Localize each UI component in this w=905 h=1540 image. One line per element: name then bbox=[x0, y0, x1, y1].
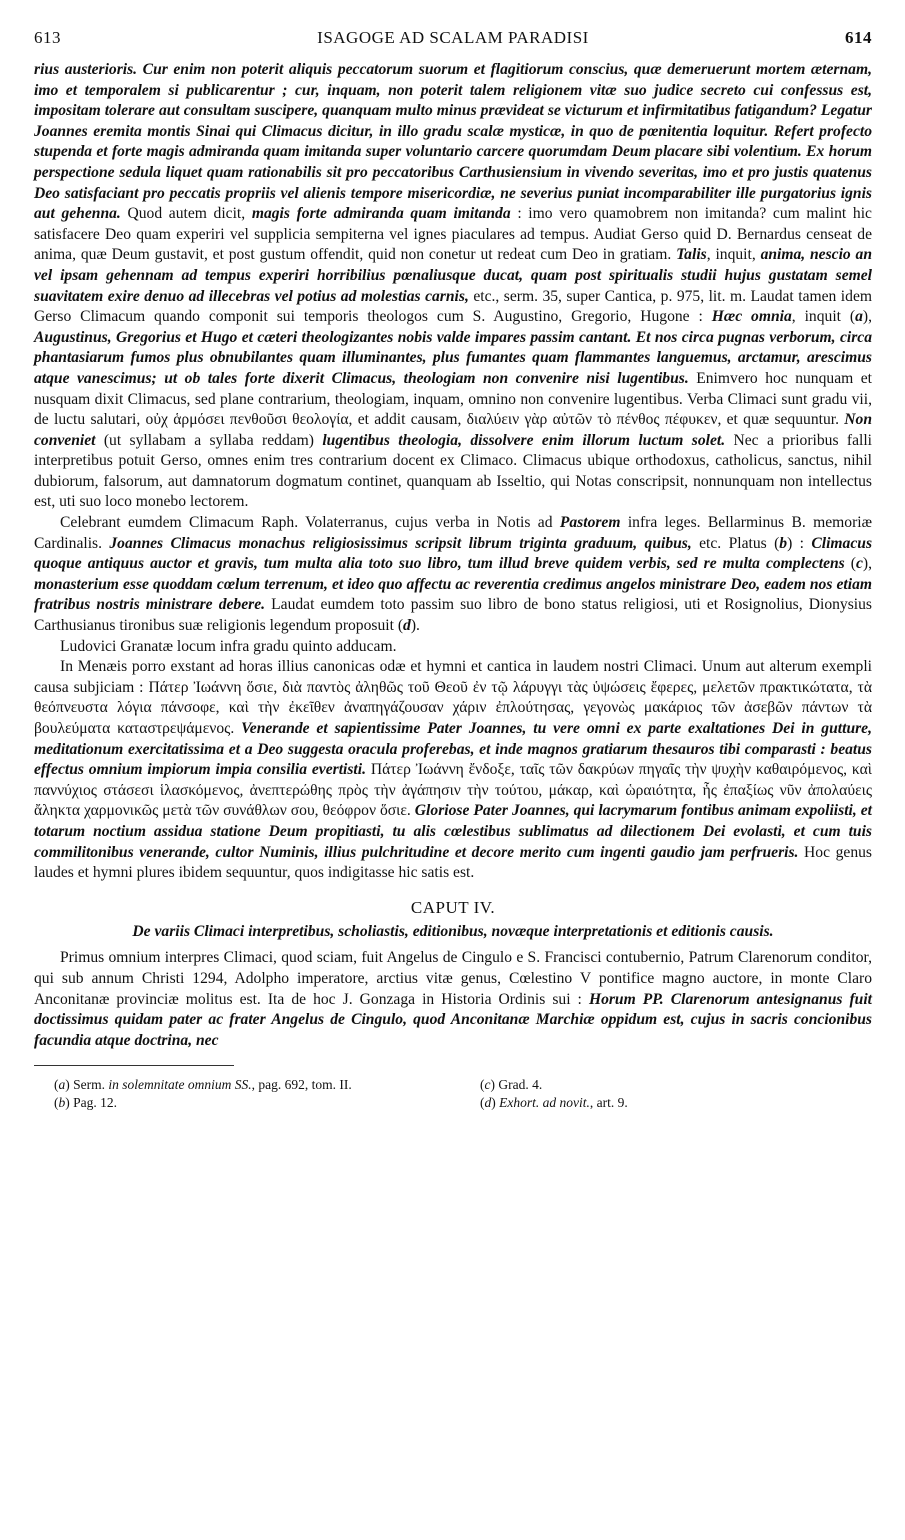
page-number-right: 614 bbox=[845, 28, 872, 47]
paragraph: Ludovici Granatæ locum infra gradu quinto adducam. bbox=[60, 637, 397, 655]
running-header bbox=[34, 28, 872, 56]
footnote: (c) Grad. 4. bbox=[480, 1077, 543, 1093]
footnotes-left bbox=[54, 1076, 454, 1112]
page-number-left: 613 bbox=[34, 28, 61, 47]
paragraph: rius austerioris. Cur enim non poterit aliquis peccatorum suorum et flagitiorum conscius, quæ demeruerunt mortem æternam, imo et temporalem si publicarentur ; cur, inquam, non poterit talem religionem vitæ suo judice secreto cui confessus est, impositam tolerare aut consultam suscipere, quanquam multo minus prævideat se victurum et infirmitatibus fatigandum? Legatur Joannes eremita montis Sinai qui Climacus dicitur, in illo gradu scalæ mysticæ, in quo de pœnitentia loquitur. Refert profecto stupenda et forte magis admiranda quam imitanda super voluntario carcere quorumdam Deum placare sibi volentium. Ex horum perspectione sedula liquet quam rationabilis sit pro peccatoribus Carthusiensium in vivendo severitas, imo et pro justis quatenus Deo satisfaciant pro peccatis propriis vel alienis tempore misericordiæ, ne severius puniat incomparabiliter ille purgatorius ignis aut gehenna. Quod autem dicit, magis forte admiranda quam imitanda : imo vero quamobrem non imitanda? cum malint hic satisfacere Deo quam experiri vel supplicia sempiterna vel ignes piaculares ad tempus. Audiat Gerso quid D. Bernardus censeat de anima, quæ Deum gustavit, et post gustum offendit, quid non conetur ut redeat cum Deo in gratiam. Talis, inquit, anima, nescio an vel ipsam gehennam ad tempus experiri horribilius pœnaliusque ducat, quam post spiritualis studii hujus gustatam semel suavitatem exire denuo ad illecebras vel potius ad molestias carnis, etc., serm. 35, super Cantica, p. 975, lit. m. Laudat tamen idem Gerso Climacum quando componit sui temporis theologos cum S. Augustino, Gregorio, Hugone : Hæc omnia, inquit (a), Augustinus, Gregorius et Hugo et cæteri theologizantes nobis valde impares passim cantant. Et nos circa pugnas verborum, circa phantasiarum fumos plus obnubilantes quam illuminantes, plus fumantes quam flammantes languemus, arctamur, arescimus atque vanescimus; ut ob tales forte dixerit Climacus, theologiam non convenire nisi lugentibus. Enimvero hoc nunquam et nusquam dixit Climacus, sed plane contrarium, theologiam, inquam, omnino non convenire lugentibus. Verba Climaci sunt gradu vii, de luctu salutari, οὐχ ἁρμόσει πενθοῦσι θεολογία, et addit causam, διαλύειν γὰρ αὐτῶν τὸ πένθος πέφυκεν, et quæ sequuntur. Non conveniet (ut syllabam a syllaba reddam) lugentibus theologia, dissolvere enim illorum luctum solet. Nec a prioribus falli interpretibus potuit Gerso, omnes enim tres contrarium docent ex Climaco. Climacus ubique orthodoxus, catholicus, sanctus, nihil dubiorum, falsorum, aut damnatorum dogmatum continet, quanquam ab Isseltio, qui Notas conscripsit, nonnunquam non intellectus est, uti suo loco monebo lectorem. bbox=[34, 61, 873, 511]
footnote-rule bbox=[34, 1065, 234, 1066]
footnotes-right bbox=[480, 1076, 860, 1112]
footnote: (b) Pag. 12. bbox=[54, 1095, 117, 1111]
chapter-title: CAPUT IV. bbox=[410, 897, 496, 917]
chapter-paragraph: Primus omnium interpres Climaci, quod sciam, fuit Angelus de Cingulo e S. Francisci contubernio, Patrum Clarenorum conditor, qui sub annum Christi 1294, Adolpho imperatore, arctius vitæ genus, Cœlestino V pontifice magno auctore, in monte Claro Anconitanæ provinciæ molitus est. Ita de hoc J. Gonzaga in Historia Ordinis sui : Horum PP. Clarenorum antesignanus fuit doctissimus quidam pater ac frater Angelus de Cingulo, quod Anconitanæ Marchiæ oppidum est, cujus in sacris concionibus facundia atque doctrina, nec bbox=[34, 949, 872, 1049]
paragraph: In Menæis porro exstant ad horas illius canonicas odæ et hymni et cantica in laudem nostri Climaci. Unum aut alterum exempli causa subjiciam : Πάτερ Ἰωάννη ὅσιε, διὰ παντὸς ἀληθῶς τοῦ Θεοῦ ἐν τῷ λάρυγγι τὰς ὑψώσεις ἔφερες, μελετῶν πρακτικώτατα, τὰ θεόπνευστα λόγια πάνσοφε, καὶ τὴν ἐκεῖθεν ἀναπηγάζουσαν χάριν ἐπλούτησας, γεγονὼς μακάριος τῶν ἀσεβῶν πάντων τὰ βουλεύματα καταστρεψάμενος. Venerande et sapientissime Pater Joannes, tu vere omni ex parte exaltationes Dei in gutture, meditationum exercitatissima et a Deo suggesta oracula proferebas, et inde magnos gratiarum thesauros tibi comparasti : beatus effectus omnium impiorum impia consilia evertisti. Πάτερ Ἰωάννη ἔνδοξε, ταῖς τῶν δακρύων πηγαῖς τὴν ψυχὴν καθαιρόμενος, καὶ παννύχιος στάσεσι ἱλασκόμενος, ἀνεπτερώθης πρὸς τὴν ἀγάπησιν τὴν τούτου, μάκαρ, καὶ ὡραιότητα, ἧς ἐπαξίως νῦν ἀπολαύεις ἄληκτα χαρμονικῶς μετὰ τῶν συνάθλων σου, θεόφρον ὅσιε. Gloriose Pater Joannes, qui lacrymarum fontibus animam expoliisti, et totarum noctium assidua statione Deum propitiasti, tu alis cœlestibus sublimatus ad dilectionem Dei evolasti, et cum tuis commilitonibus venerande, cultor Numinis, illius pulchritudine et decore merito cum ingenti gaudio jam perfrueris. Hoc genus laudes et hymni plures ibidem sequuntur, quos indigitasse hic satis est. bbox=[34, 658, 873, 882]
footnote: (a) Serm. in solemnitate omnium SS., pag. 692, tom. II. bbox=[54, 1077, 352, 1093]
footnote: (d) Exhort. ad novit., art. 9. bbox=[480, 1095, 628, 1111]
page bbox=[34, 28, 873, 1111]
paragraph: Celebrant eumdem Climacum Raph. Volaterranus, cujus verba in Notis ad Pastorem infra leges. Bellarminus B. memoriæ Cardinalis. Joannes Climacus monachus religiosissimus scripsit librum triginta graduum, quibus, etc. Platus (b) : Climacus quoque antiquus auctor et gravis, tum multa alia toto suo libro, tum illud breve quidem verbis, sed re multa complectens (c), monasterium esse quoddam cœlum terrenum, et ideo quo affectu ac reverentia credimus angelos ministrare Deo, eadem nos etiam fratribus nostris ministrare debere. Laudat eumdem toto passim suo libro de bono status religiosi, uti et Rosignolius, Dionysius Carthusianus tironibus suæ religionis legendum proposuit (d). bbox=[34, 514, 873, 635]
main-text bbox=[34, 60, 872, 1051]
running-title: ISAGOGE AD SCALAM PARADISI bbox=[317, 28, 589, 47]
chapter-subtitle: De variis Climaci interpretibus, scholiastis, editionibus, novæque interpretationis et editionis causis. bbox=[132, 923, 774, 941]
